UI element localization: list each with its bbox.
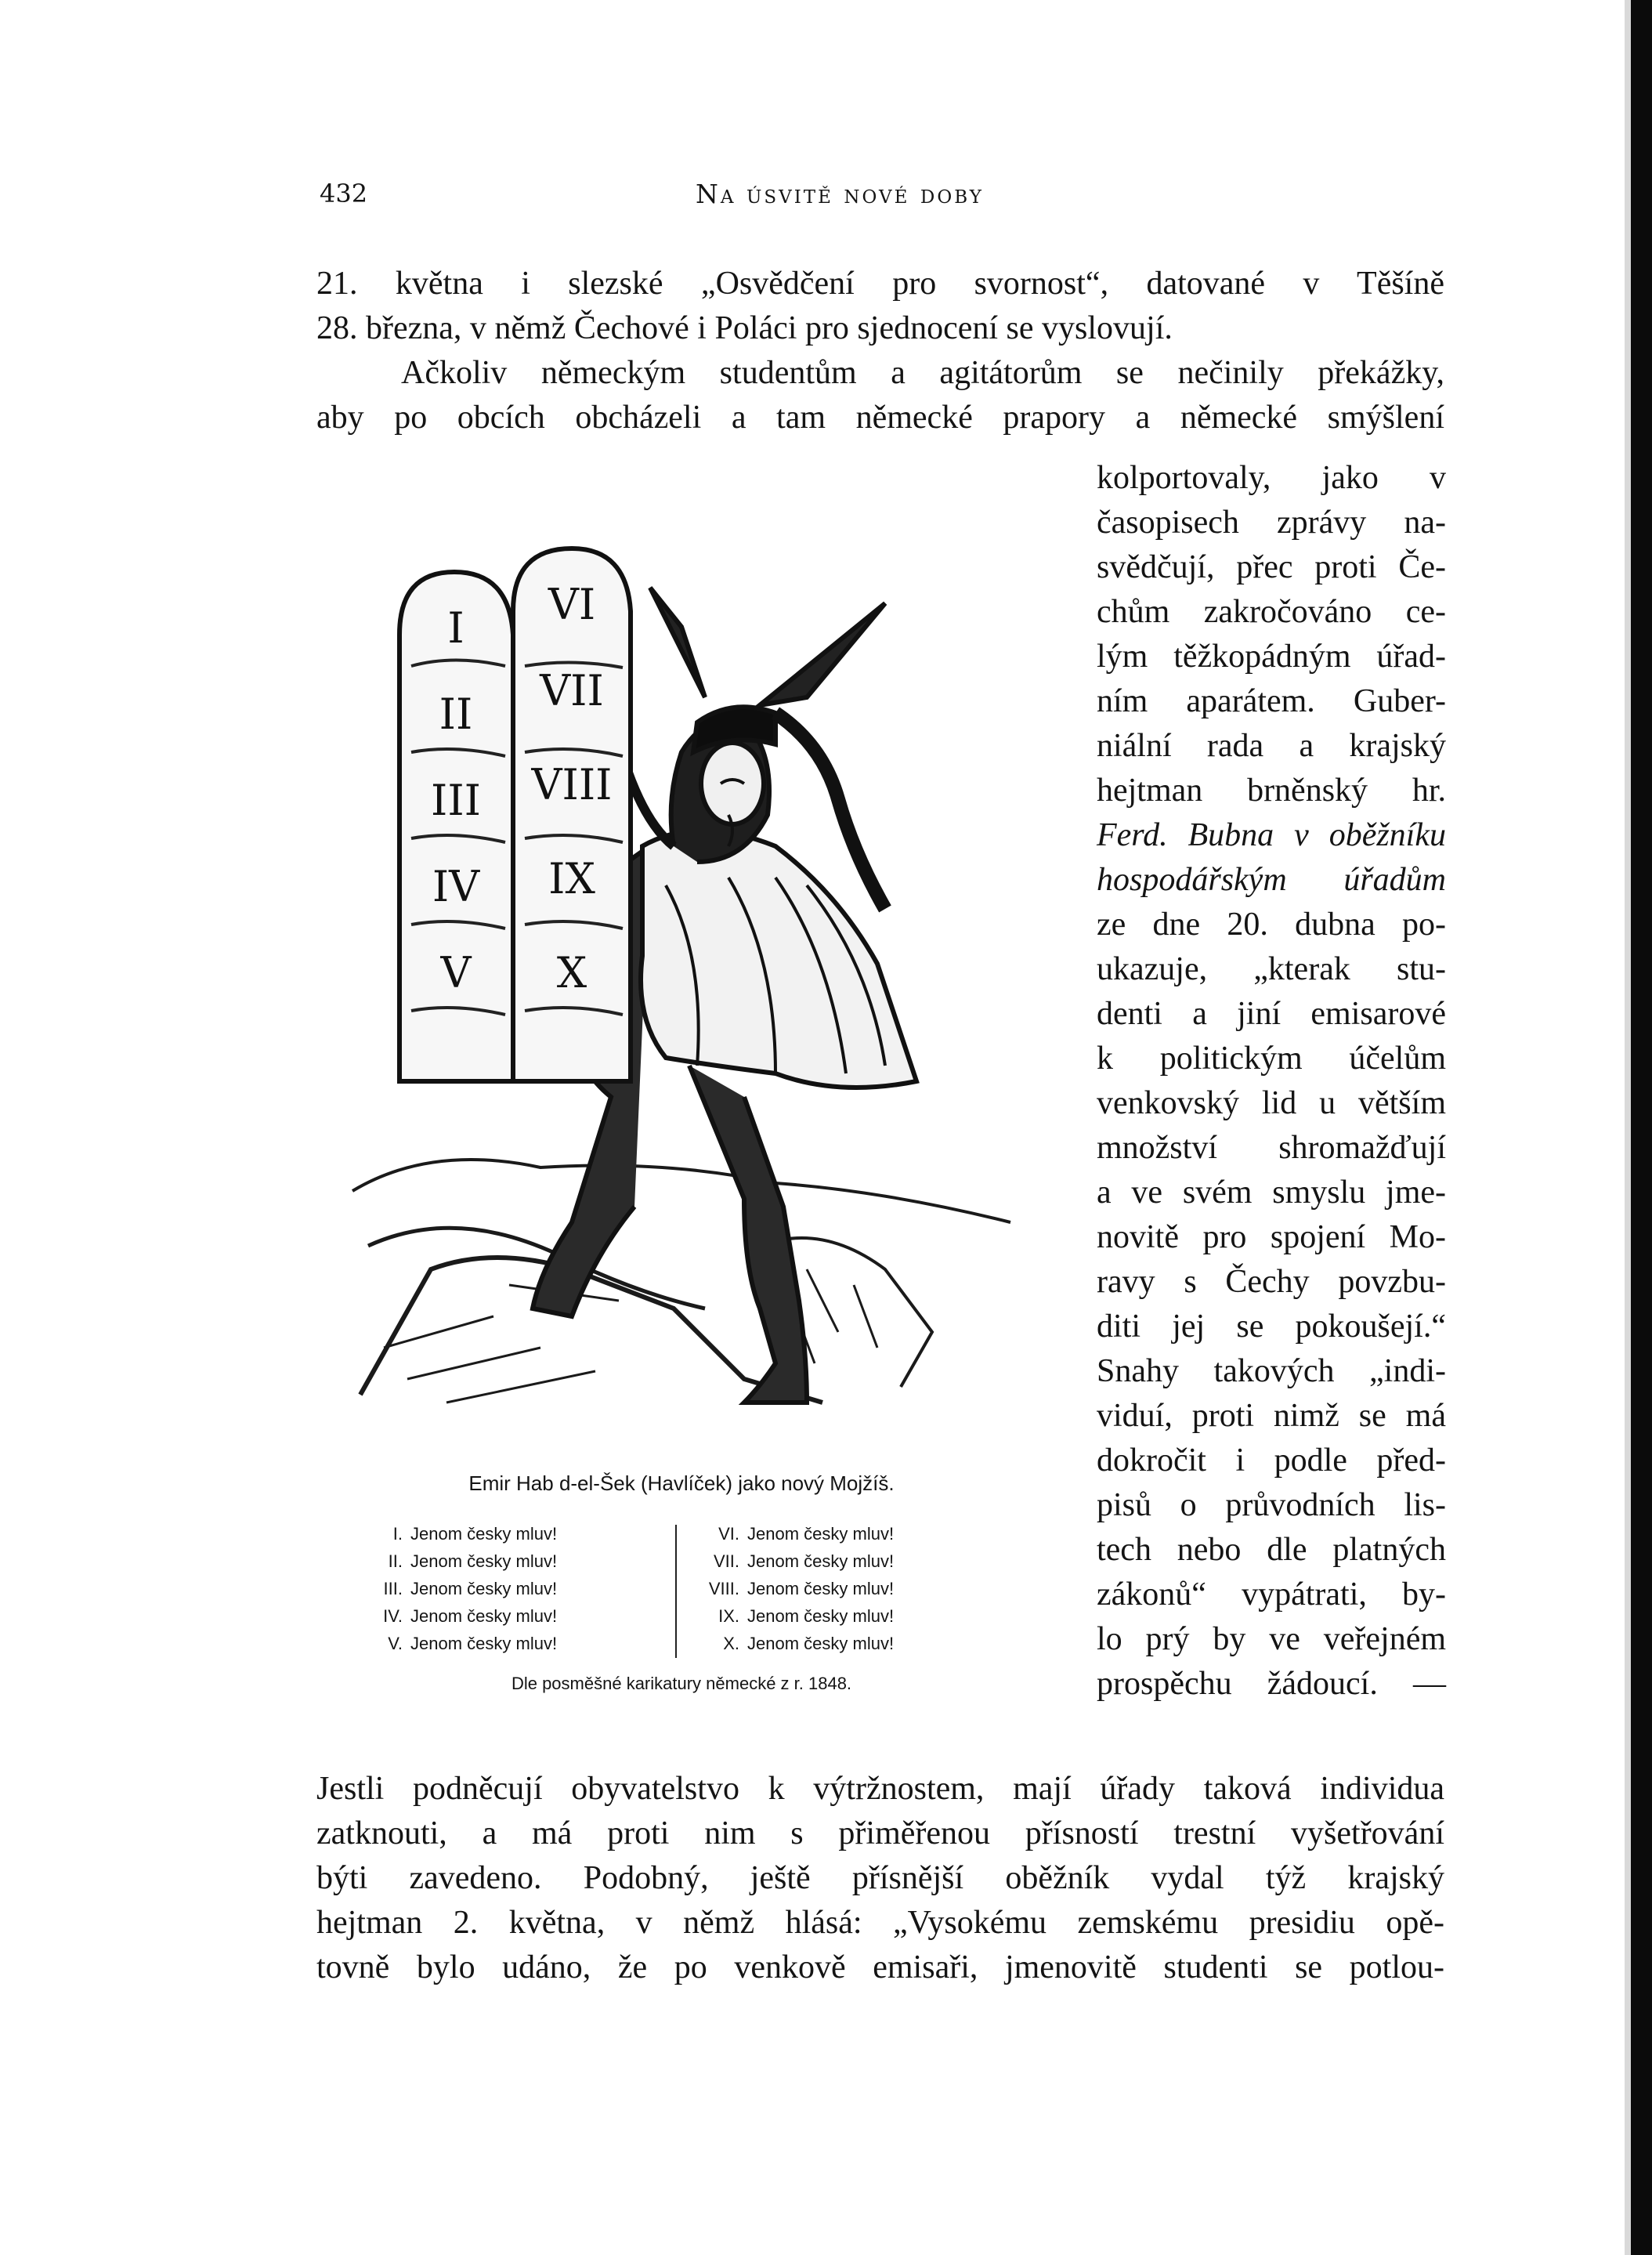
text-line: lo prý by ve veřejném	[1097, 1621, 1446, 1657]
text-line: ním aparátem. Guber-	[1097, 683, 1446, 719]
legend-row: IV. Jenom česky mluv!	[383, 1606, 558, 1626]
tablet-numeral: I	[447, 603, 465, 653]
legend-row: V. Jenom česky mluv!	[388, 1634, 558, 1653]
legend-row: VII. Jenom česky mluv!	[713, 1551, 895, 1571]
legend-column-right	[699, 1520, 996, 1657]
text-line: 28. března, v němž Čechové i Poláci pro sjednocení se vyslovují.	[316, 310, 1173, 346]
running-title: Na úsvitě nové doby	[696, 179, 984, 209]
tablet-numeral: VII	[540, 666, 604, 715]
text-line: býti zavedeno. Podobný, ještě přísnější oběžník vydal týž krajský	[316, 1860, 1444, 1896]
tablet-numeral: VI	[548, 580, 596, 629]
text-line: diti jej se pokoušejí.“	[1097, 1308, 1446, 1345]
side-column-text	[1097, 456, 1446, 1707]
legend-row: X. Jenom česky mluv!	[723, 1634, 895, 1653]
tablet-numeral: X	[556, 948, 587, 997]
text-line: lým těžkopádným úřad-	[1097, 639, 1446, 675]
text-line: Snahy takových „indi-	[1097, 1353, 1446, 1389]
text-line: ravy s Čechy povzbu-	[1097, 1264, 1446, 1300]
body-text-bottom	[316, 1767, 1444, 1990]
legend-row: VIII. Jenom česky mluv!	[708, 1579, 895, 1598]
text-line: ze dne 20. dubna po-	[1097, 907, 1446, 943]
legend-row: III. Jenom česky mluv!	[383, 1579, 558, 1598]
text-line: 21. května i slezské „Osvědčení pro svornost“, datované v Těšíně	[316, 266, 1444, 302]
text-line: kolportovaly, jako v	[1097, 460, 1446, 496]
figure-caption: Emir Hab d-el-Šek (Havlíček) jako nový Mojžíš.	[468, 1471, 895, 1495]
tablet-numeral: V	[440, 948, 472, 997]
legend-column-left	[362, 1520, 660, 1657]
text-line: hejtman brněnský hr.	[1097, 773, 1446, 809]
page-edge-shadow	[1625, 0, 1631, 2255]
legend-row: I. Jenom česky mluv!	[392, 1524, 558, 1544]
page-header	[320, 179, 1448, 218]
legend-row: VI. Jenom česky mluv!	[718, 1524, 895, 1544]
text-line: zatknouti, a má proti nim s přiměřenou přísností trestní vyšetřování	[316, 1815, 1444, 1851]
text-line: k politickým účelům	[1097, 1041, 1446, 1077]
tablet-numeral: VIII	[531, 760, 613, 809]
text-line: dokročit i podle před-	[1097, 1442, 1446, 1479]
legend-divider	[675, 1525, 677, 1658]
text-line: prospěchu žádoucí. —	[1097, 1666, 1446, 1702]
text-line: viduí, proti nimž se má	[1097, 1398, 1446, 1434]
text-line: novitě pro spojení Mo-	[1097, 1219, 1446, 1255]
body-text-top	[316, 262, 1444, 440]
text-line: tech nebo dle platných	[1097, 1532, 1446, 1568]
page-number: 432	[320, 179, 368, 208]
text-line: hospodářským úřadům	[1097, 862, 1446, 898]
legend-row: II. Jenom česky mluv!	[388, 1551, 558, 1571]
text-line: venkovský lid u větším	[1097, 1085, 1446, 1121]
text-line: časopisech zprávy na-	[1097, 505, 1446, 541]
figure-source-note: Dle posměšné karikatury německé z r. 1848.	[511, 1674, 852, 1693]
text-line: niální rada a krajský	[1097, 728, 1446, 764]
legend-row: IX. Jenom česky mluv!	[718, 1606, 895, 1626]
text-line: Ferd. Bubna v oběžníku	[1097, 817, 1446, 853]
text-line: Ačkoliv německým studentům a agitátorům se nečinily překážky,	[401, 355, 1444, 391]
text-line: aby po obcích obcházeli a tam německé prapory a německé smýšlení	[316, 400, 1444, 436]
text-line: tovně bylo udáno, že po venkově emisaři, jmenovitě studenti se potlou-	[316, 1949, 1444, 1985]
tablet-numeral: II	[439, 690, 473, 739]
caricature-illustration	[337, 517, 1026, 1473]
text-line: ukazuje, „kterak stu-	[1097, 951, 1446, 987]
ground-landscape	[352, 1160, 1010, 1403]
text-line: a ve svém smyslu jme-	[1097, 1175, 1446, 1211]
text-line: pisů o průvodních lis-	[1097, 1487, 1446, 1523]
text-line: denti a jiní emisarové	[1097, 996, 1446, 1032]
text-line: Jestli podněcují obyvatelstvo k výtržnostem, mají úřady taková individua	[316, 1771, 1444, 1807]
tablet-numeral: IV	[432, 862, 480, 911]
tablet-numeral: IX	[548, 854, 595, 903]
tablet-numeral: III	[431, 776, 481, 825]
text-line: hejtman 2. května, v němž hlásá: „Vysokému zemskému presidiu opě-	[316, 1905, 1444, 1941]
text-line: chům zakročováno ce-	[1097, 594, 1446, 630]
scan-border	[1631, 0, 1652, 2255]
text-line: množství shromažďují	[1097, 1130, 1446, 1166]
text-line: zákonů“ vypátrati, by-	[1097, 1576, 1446, 1613]
text-line: svědčují, přec proti Če-	[1097, 549, 1446, 585]
commandments-legend	[362, 1520, 1004, 1661]
